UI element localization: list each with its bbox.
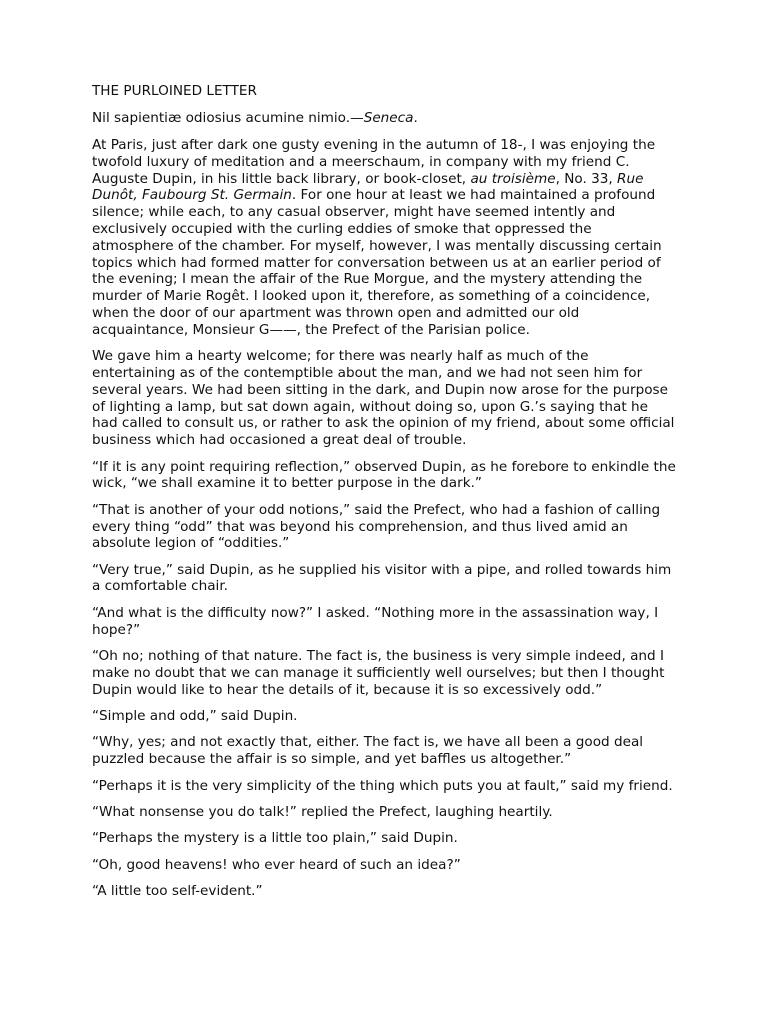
paragraph: “What nonsense you do talk!” replied the Prefect, laughing heartily. xyxy=(92,804,553,821)
opening-text-2: , No. 33, xyxy=(555,170,618,187)
opening-italic-2: Rue Dunôt, Faubourg St. Germain xyxy=(92,170,644,204)
paragraph: “That is another of your odd notions,” said the Prefect, who had a fashion of calling every thing “odd” that was beyond his comprehension, and thus lived amid an absolute legion of “oddities.” xyxy=(92,501,661,552)
opening-italic-1: au troisième xyxy=(470,170,556,187)
paragraph: “Oh, good heavens! who ever heard of such an idea?” xyxy=(92,856,461,873)
document-title: THE PURLOINED LETTER xyxy=(92,83,257,99)
opening-paragraph xyxy=(92,137,676,339)
paragraph: “Oh no; nothing of that nature. The fact is, the business is very simple indeed, and I make no doubt that we can manage it sufficiently well ourselves; but then I thought Dupin would like to hear the details of it, because it is so excessively odd.” xyxy=(92,648,665,698)
paragraph: We gave him a hearty welcome; for there was nearly half as much of the entertaining as of the contemptible about the man, and we had not seen him for several years. We had been sitting in the dark, and Dupin now arose for the purpose of lighting a lamp, but sat down again, without doing so, upon G.’s saying that he had called to consult us, or rather to ask the opinion of my friend, about some official business which had occasioned a great deal of trouble. xyxy=(92,348,675,449)
epigraph-text: Nil sapientiæ odiosius acumine nimio.— xyxy=(92,109,364,126)
paragraph: “Perhaps it is the very simplicity of the thing which puts you at fault,” said my friend. xyxy=(92,777,673,794)
paragraph: “A little too self-evident.” xyxy=(92,883,263,900)
document-page xyxy=(92,83,676,910)
paragraph: “If it is any point requiring reflection,” observed Dupin, as he forebore to enkindle the wick, “we shall examine it to better purpose in the dark.” xyxy=(92,458,676,492)
paragraph: “Why, yes; and not exactly that, either. The fact is, we have all been a good deal puzzled because the affair is so simple, and yet baffles us altogether.” xyxy=(92,734,644,768)
paragraph: “Simple and odd,” said Dupin. xyxy=(92,708,298,725)
epigraph-end: . xyxy=(413,109,418,126)
paragraph: “Perhaps the mystery is a little too plain,” said Dupin. xyxy=(92,830,458,847)
epigraph-attribution: Seneca xyxy=(363,109,414,126)
paragraph: “Very true,” said Dupin, as he supplied his visitor with a pipe, and rolled towards him a comfortable chair. xyxy=(92,561,672,595)
opening-text-3: . For one hour at least we had maintained a profound silence; while each, to any casual observer, might have seemed intently and exclusively occupied with the curling eddies of smoke that oppressed the atmosphere of the chamber. For myself, however, I was mentally discussing certain topics which had formed matter for conversation between us at an earlier period of the evening; I mean the affair of the Rue Morgue, and the mystery attending the murder of Marie Rogêt. I looked upon it, therefore, as something of a coincidence, when the door of our apartment was thrown open and admitted our old acquaintance, Monsieur G——, the Prefect of the Parisian police. xyxy=(92,187,662,338)
opening-text-1: At Paris, just after dark one gusty evening in the autumn of 18-, I was enjoying the twofold luxury of meditation and a meerschaum, in company with my friend C. Auguste Dupin, in his little back library, or book-closet, xyxy=(92,136,656,187)
paragraph: “And what is the difficulty now?” I asked. “Nothing more in the assassination way, I hope?” xyxy=(92,604,659,638)
epigraph xyxy=(92,110,676,127)
